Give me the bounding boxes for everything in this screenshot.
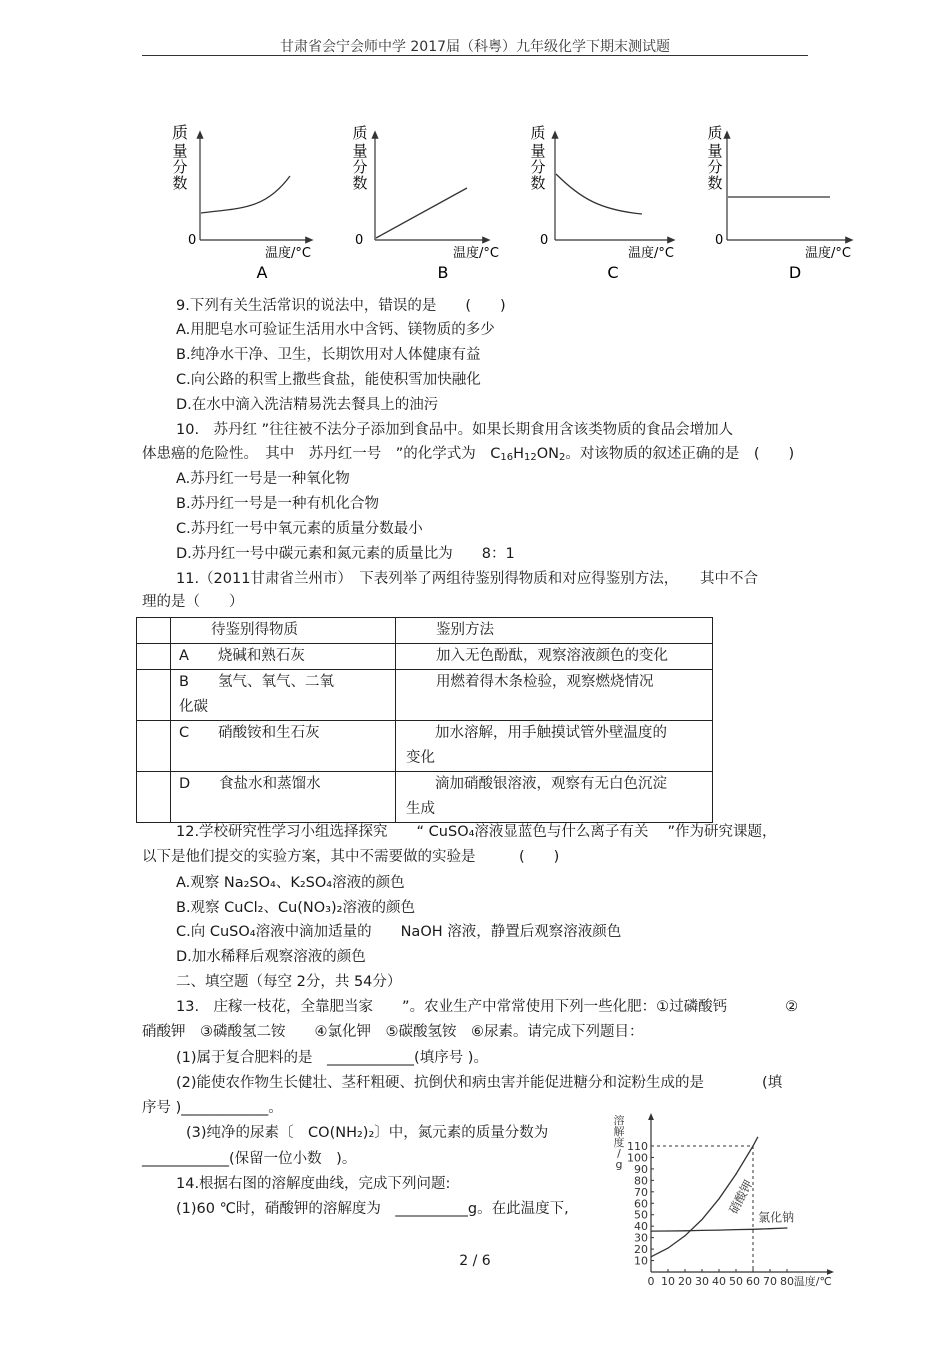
q10-line2: 体患癌的危险性。 其中 苏丹红一号 ”的化学式为 $C_{16}H_{12}ON_2$。对该物质的叙述正确的是 ( ) — [142, 446, 795, 463]
series-label-nacl: 氯化钠 — [758, 1210, 795, 1225]
graph-d-label: D — [788, 263, 802, 282]
q12-option-a: A.观察 Na₂SO₄、K₂SO₄溶液的颜色 — [176, 875, 405, 891]
data-point — [769, 1228, 770, 1229]
graph-d — [707, 124, 850, 282]
data-point — [786, 1227, 787, 1228]
data-point — [701, 1219, 702, 1220]
q10-option-b: B.苏丹红一号是一种有机化合物 — [176, 496, 380, 512]
graph-d-ylabel-2: 量 — [707, 142, 723, 160]
table-header-method: 鉴别方法 — [396, 618, 713, 644]
x-axis-label: 温度/℃ — [793, 1275, 832, 1288]
x-tick-label: 30 — [695, 1275, 709, 1288]
q10-option-d: D.苏丹红一号中碳元素和氮元素的质量比为 8：1 — [176, 546, 515, 562]
q13-part2a: (2)能使农作物生长健壮、茎秆粗硬、抗倒伏和病虫害并能促进糖分和淀粉生成的是 (填 — [176, 1075, 783, 1091]
q11-line1: 11.（2011甘肃省兰州市） 下表列举了两组待鉴别得物质和对应得鉴别方法， 其中不合 — [176, 571, 758, 587]
y-tick-label: 20 — [634, 1243, 648, 1257]
q13-line2: 硝酸钾 ③磷酸氢二铵 ④氯化钾 ⑤碳酸氢铵 ⑥尿素。请完成下列题目： — [142, 1024, 644, 1040]
y-tick-label: 80 — [634, 1174, 648, 1188]
graph-c-label: C — [607, 263, 619, 282]
graph-a-label: A — [256, 263, 268, 282]
q13-part1: (1)属于复合肥料的是 ____________(填序号 )。 — [176, 1050, 488, 1066]
q14-line1: 14.根据右图的溶解度曲线，完成下列问题: — [176, 1176, 451, 1192]
graph-d-origin: 0 — [715, 233, 724, 248]
q11-table — [136, 617, 713, 823]
data-point — [650, 1231, 651, 1232]
graph-c-ylabel-2: 量 — [530, 142, 546, 160]
y-tick-label: 30 — [634, 1231, 648, 1245]
y-axis-label-char: 溶 — [613, 1114, 625, 1127]
y-tick-label: 50 — [634, 1208, 648, 1222]
y-tick-label: 70 — [634, 1185, 648, 1199]
y-tick-label: 100 — [627, 1151, 648, 1165]
graph-b-xlabel: 温度/°C — [453, 246, 499, 261]
page-number: 2 / 6 — [459, 1253, 491, 1269]
q12-line1: 12.学校研究性学习小组选择探究 “ CuSO₄溶液显蓝色与什么离子有关 ”作为研究课题， — [176, 824, 777, 840]
graph-d-xlabel: 温度/°C — [805, 246, 851, 261]
y-axis-label-char: / — [617, 1147, 621, 1160]
graph-a — [172, 123, 311, 282]
q13-part3a: (3)纯净的尿素〔 CO(NH₂)₂〕中，氮元素的质量分数为 — [186, 1125, 549, 1141]
y-axis-label-char: g — [615, 1158, 623, 1171]
x-tick-label: 0 — [647, 1275, 655, 1288]
data-point — [718, 1229, 719, 1230]
q9-stem: 9.下列有关生活常识的说法中，错误的是 ( ) — [176, 298, 506, 314]
q9-option-d: D.在水中滴入洗洁精易洗去餐具上的油污 — [176, 397, 439, 413]
q12-option-d: D.加水稀释后观察溶液的颜色 — [176, 949, 366, 965]
y-tick-label: 40 — [634, 1220, 648, 1234]
graph-a-xlabel: 温度/°C — [265, 246, 311, 261]
data-point — [684, 1235, 685, 1236]
graph-b-label: B — [437, 263, 449, 282]
y-axis-label-char: 解 — [613, 1125, 625, 1138]
x-tick-label: 10 — [661, 1275, 675, 1288]
data-point — [735, 1229, 736, 1230]
data-point — [752, 1229, 753, 1230]
table-header-substance: 待鉴别得物质 — [171, 618, 396, 644]
table-row: C 硝酸铵和生石灰 加水溶解，用手触摸试管外壁温度的 变化 — [137, 721, 713, 772]
data-point — [667, 1230, 668, 1231]
y-tick-label: 90 — [634, 1162, 648, 1176]
graph-c — [530, 124, 673, 282]
graph-a-origin: 0 — [188, 233, 197, 248]
table-row: A 烧碱和熟石灰 加入无色酚酞，观察溶液颜色的变化 — [137, 644, 713, 670]
x-tick-label: 80 — [780, 1275, 794, 1288]
q12-line2: 以下是他们提交的实验方案，其中不需要做的实验是 ( ) — [142, 849, 560, 865]
header-rule — [142, 55, 808, 56]
q9-option-c: C.向公路的积雪上撒些食盐，能使积雪加快融化 — [176, 372, 481, 388]
data-point — [752, 1145, 753, 1146]
y-tick-label: 10 — [634, 1254, 648, 1268]
q10-line1: 10. 苏丹红 ”往往被不法分子添加到食品中。如果长期食用含该类物质的食品会增加人 — [176, 422, 734, 438]
table-row: D 食盐水和蒸馏水 滴加硝酸银溶液，观察有无白色沉淀 生成 — [137, 772, 713, 823]
q13-line1: 13. 庄稼一枝花，全靠肥当家 ”。农业生产中常常使用下列一些化肥：①过磷酸钙 ② — [176, 999, 799, 1015]
graph-b-ylabel-1: 质 — [352, 124, 368, 142]
temperature-graphs — [160, 120, 870, 290]
graph-b-ylabel-4: 数 — [352, 174, 368, 192]
data-point — [667, 1247, 668, 1248]
graph-a-ylabel-4: 数 — [172, 174, 188, 192]
graph-d-ylabel-1: 质 — [707, 124, 723, 142]
table-header-row — [137, 618, 713, 644]
graph-a-curve — [201, 176, 290, 213]
y-tick-label: 110 — [627, 1140, 648, 1153]
q13-part3b: ____________(保留一位小数 )。 — [142, 1151, 357, 1167]
x-tick-label: 20 — [678, 1275, 692, 1288]
graph-a-ylabel-1: 质 — [171, 123, 189, 142]
graph-c-ylabel-4: 数 — [530, 174, 546, 192]
graph-c-ylabel-3: 分 — [530, 158, 546, 176]
q10-option-a: A.苏丹红一号是一种氧化物 — [176, 471, 350, 487]
data-point — [735, 1173, 736, 1174]
graph-d-ylabel-4: 数 — [707, 174, 723, 192]
graph-d-ylabel-3: 分 — [707, 158, 723, 176]
x-tick-label: 60 — [746, 1275, 760, 1288]
graph-b-ylabel-2: 量 — [352, 142, 368, 160]
graph-b — [352, 124, 498, 282]
q9-option-b: B.纯净水干净、卫生，长期饮用对人体健康有益 — [176, 347, 481, 363]
q14-line2: (1)60 ℃时，硝酸钾的溶解度为 __________g。在此温度下, — [176, 1201, 569, 1217]
graph-b-line — [376, 188, 467, 238]
data-point — [718, 1198, 719, 1199]
page-header: 甘肃省会宁会师中学 2017届（科粤）九年级化学下期末测试题 — [279, 39, 671, 55]
graph-b-origin: 0 — [355, 233, 364, 248]
graph-c-ylabel-1: 质 — [530, 124, 546, 142]
section-title: 二、填空题（每空 2分，共 54分） — [176, 974, 402, 990]
graph-c-origin: 0 — [540, 233, 549, 248]
x-tick-label: 40 — [712, 1275, 726, 1288]
q12-option-c: C.向 CuSO₄溶液中滴加适量的 NaOH 溶液，静置后观察溶液颜色 — [176, 924, 622, 940]
y-axis-label-char: 度 — [613, 1136, 625, 1149]
q9-option-a: A.用肥皂水可验证生活用水中含钙、镁物质的多少 — [176, 322, 495, 338]
graph-a-ylabel-3: 分 — [172, 158, 188, 176]
table-row: B 氢气、氧气、二氧 化碳 用燃着得木条检验，观察燃烧情况 — [137, 670, 713, 721]
x-tick-label: 50 — [729, 1275, 743, 1288]
data-point — [701, 1230, 702, 1231]
solubility-chart — [605, 1112, 845, 1297]
q10-option-c: C.苏丹红一号中氧元素的质量分数最小 — [176, 521, 423, 537]
graph-c-curve — [556, 174, 642, 214]
q12-option-b: B.观察 CuCl₂、Cu(NO₃)₂溶液的颜色 — [176, 900, 415, 916]
x-tick-label: 70 — [763, 1275, 777, 1288]
q13-part2b: 序号 )____________。 — [142, 1100, 283, 1116]
series-label-kno3: 硝酸钾 — [726, 1177, 756, 1217]
q11-line2: 理的是（ ） — [142, 594, 244, 610]
graph-b-ylabel-3: 分 — [352, 158, 368, 176]
graph-a-ylabel-2: 量 — [172, 142, 188, 160]
graph-c-xlabel: 温度/°C — [628, 246, 674, 261]
y-tick-label: 60 — [634, 1197, 648, 1211]
data-point — [684, 1230, 685, 1231]
